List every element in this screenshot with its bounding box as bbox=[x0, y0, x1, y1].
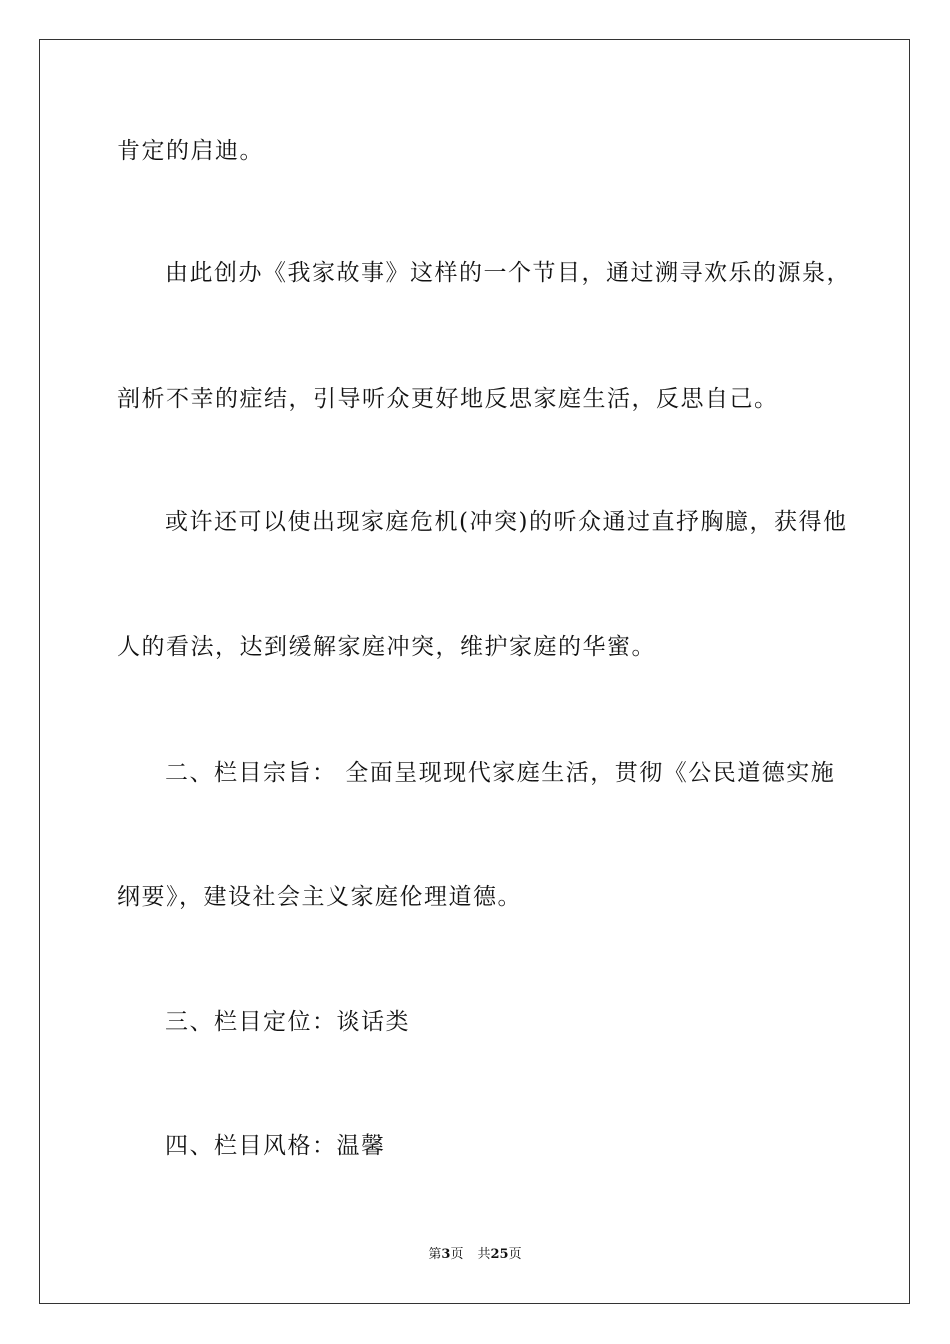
total-page-count: 25 bbox=[490, 1247, 509, 1262]
text-line-2: 由此创办《我家故事》这样的一个节目，通过溯寻欢乐的源泉， bbox=[165, 260, 851, 286]
text-line-1: 肯定的启迪。 bbox=[117, 138, 264, 164]
total-label-suffix: 页 bbox=[508, 1247, 522, 1262]
page-footer bbox=[0, 1246, 950, 1264]
text-line-5: 人的看法，达到缓解家庭冲突，维护家庭的华蜜。 bbox=[117, 634, 656, 660]
current-page-number: 3 bbox=[441, 1247, 451, 1262]
text-line-4: 或许还可以使出现家庭危机(冲突)的听众通过直抒胸臆，获得他 bbox=[165, 509, 848, 535]
text-line-7: 纲要》，建设社会主义家庭伦理道德。 bbox=[117, 884, 522, 910]
page-label-suffix: 页 bbox=[450, 1247, 464, 1262]
text-line-3: 剖析不幸的症结，引导听众更好地反思家庭生活，反思自己。 bbox=[117, 386, 779, 412]
text-line-9: 四、栏目风格：温馨 bbox=[165, 1133, 386, 1159]
page-label-prefix: 第 bbox=[428, 1247, 442, 1262]
text-line-6: 二、栏目宗旨： 全面呈现现代家庭生活，贯彻《公民道德实施 bbox=[165, 760, 836, 786]
total-label-prefix: 共 bbox=[477, 1247, 491, 1262]
page-frame bbox=[39, 39, 910, 1304]
text-line-8: 三、栏目定位：谈话类 bbox=[165, 1009, 410, 1035]
